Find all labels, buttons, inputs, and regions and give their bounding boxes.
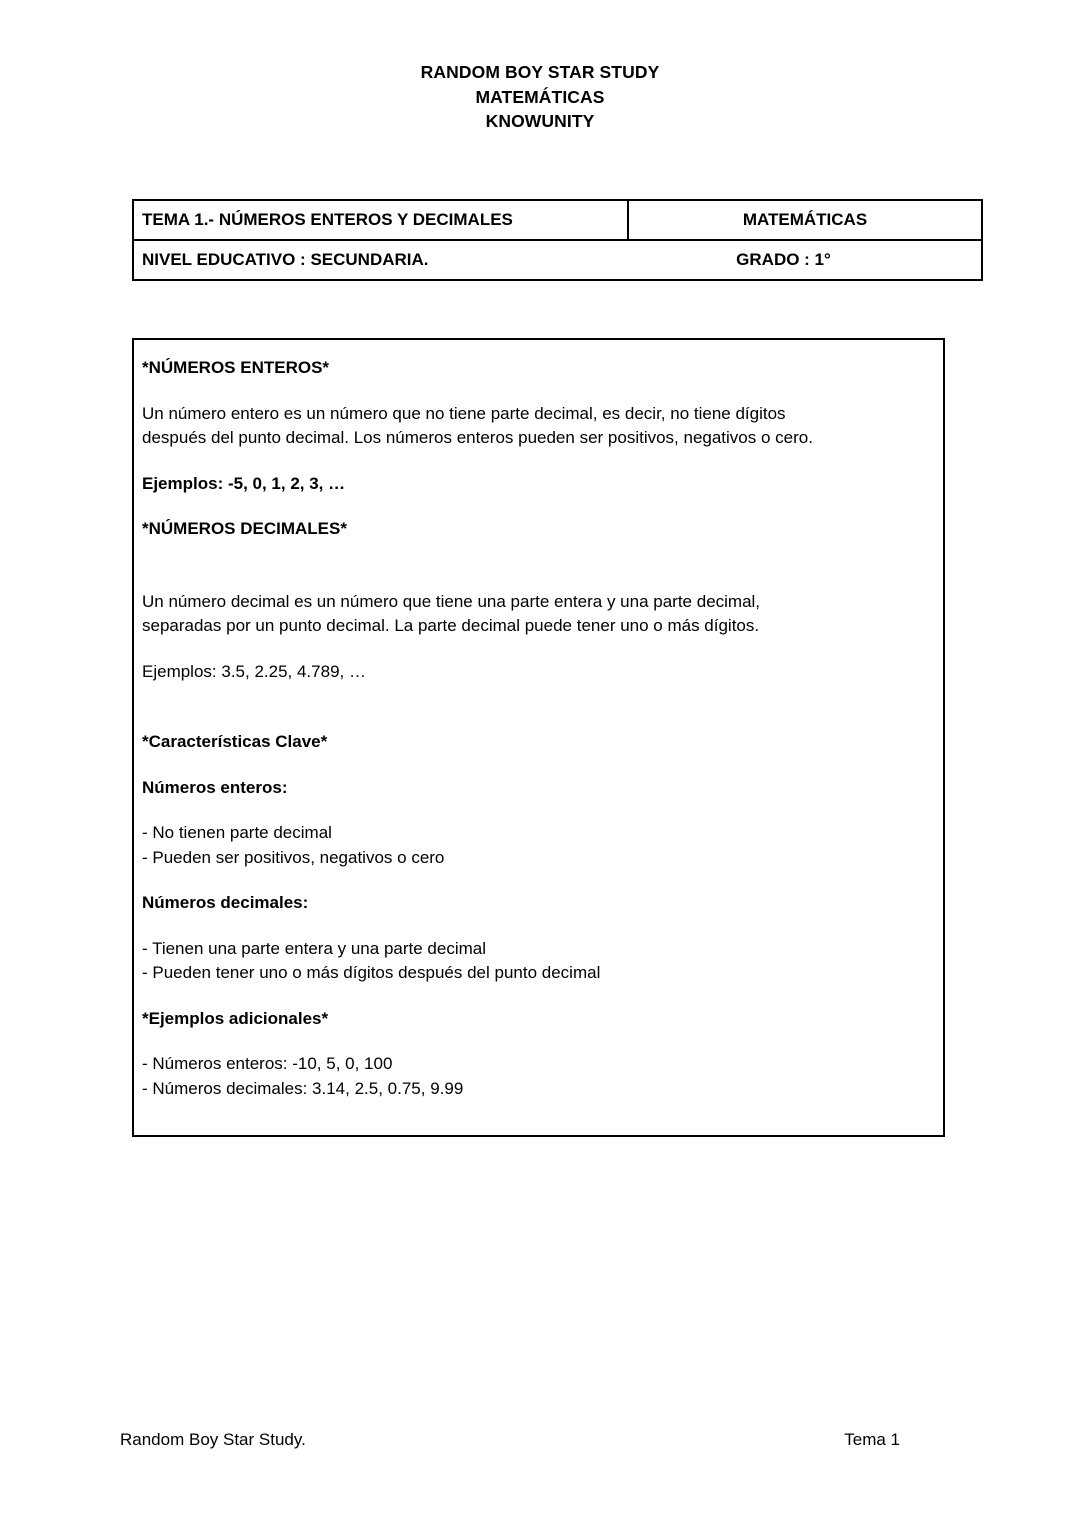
bullet-list-enteros xyxy=(142,821,935,870)
header-title-line-2: MATEMÁTICAS xyxy=(475,86,605,107)
footer-right-text: Tema 1 xyxy=(844,1430,900,1449)
table-row-level xyxy=(133,240,982,280)
subheading-numeros-enteros: Números enteros: xyxy=(142,777,288,797)
list-item: - Números decimales: 3.14, 2.5, 0.75, 9.99 xyxy=(142,1078,464,1098)
table-cell-subject: MATEMÁTICAS xyxy=(628,200,982,240)
definition-numeros-enteros xyxy=(142,402,935,451)
definition-decimales-line-1: Un número decimal es un número que tiene una parte entera y una parte decimal, xyxy=(142,591,761,611)
definition-decimales-line-2: separadas por un punto decimal. La parte decimal puede tener uno o más dígitos. xyxy=(142,616,760,635)
heading-numeros-enteros: *NÚMEROS ENTEROS* xyxy=(142,358,330,377)
table-cell-level: NIVEL EDUCATIVO : SECUNDARIA. xyxy=(142,250,429,269)
bullet-list-ejemplos-adicionales xyxy=(142,1052,935,1101)
examples-numeros-enteros: Ejemplos: -5, 0, 1, 2, 3, … xyxy=(142,473,346,493)
definition-numeros-decimales xyxy=(142,590,935,639)
heading-numeros-decimales: *NÚMEROS DECIMALES* xyxy=(142,519,347,538)
table-row-topic xyxy=(133,200,982,240)
list-item: - Pueden ser positivos, negativos o cero xyxy=(142,847,445,867)
table-cell-grade: GRADO : 1° xyxy=(736,250,831,269)
header-title-line-3: KNOWUNITY xyxy=(485,111,595,131)
level-grade-flex xyxy=(142,241,973,279)
heading-ejemplos-adicionales: *Ejemplos adicionales* xyxy=(142,1008,329,1028)
list-item: - Pueden tener uno o más dígitos después del punto decimal xyxy=(142,963,601,982)
heading-caracteristicas-clave: *Características Clave* xyxy=(142,732,328,751)
definition-enteros-line-2: después del punto decimal. Los números enteros pueden ser positivos, negativos o cero. xyxy=(142,428,813,447)
bullet-list-decimales xyxy=(142,937,935,986)
definition-enteros-line-1: Un número entero es un número que no tiene parte decimal, es decir, no tiene dígitos xyxy=(142,403,786,423)
list-item: - Números enteros: -10, 5, 0, 100 xyxy=(142,1054,393,1073)
list-item: - No tienen parte decimal xyxy=(142,823,332,842)
table-cell-level-grade xyxy=(133,240,982,280)
list-item: - Tienen una parte entera y una parte decimal xyxy=(142,938,486,958)
lesson-content-inner xyxy=(142,356,935,1101)
lesson-content-box xyxy=(132,338,945,1137)
page-header xyxy=(0,60,1080,134)
examples-numeros-decimales: Ejemplos: 3.5, 2.25, 4.789, … xyxy=(142,661,366,681)
table-cell-topic: TEMA 1.- NÚMEROS ENTEROS Y DECIMALES xyxy=(133,200,628,240)
footer-left-text: Random Boy Star Study. xyxy=(120,1430,306,1449)
subheading-numeros-decimales: Números decimales: xyxy=(142,893,309,912)
document-meta-table xyxy=(132,199,983,281)
header-title-line-1: RANDOM BOY STAR STUDY xyxy=(420,62,660,82)
